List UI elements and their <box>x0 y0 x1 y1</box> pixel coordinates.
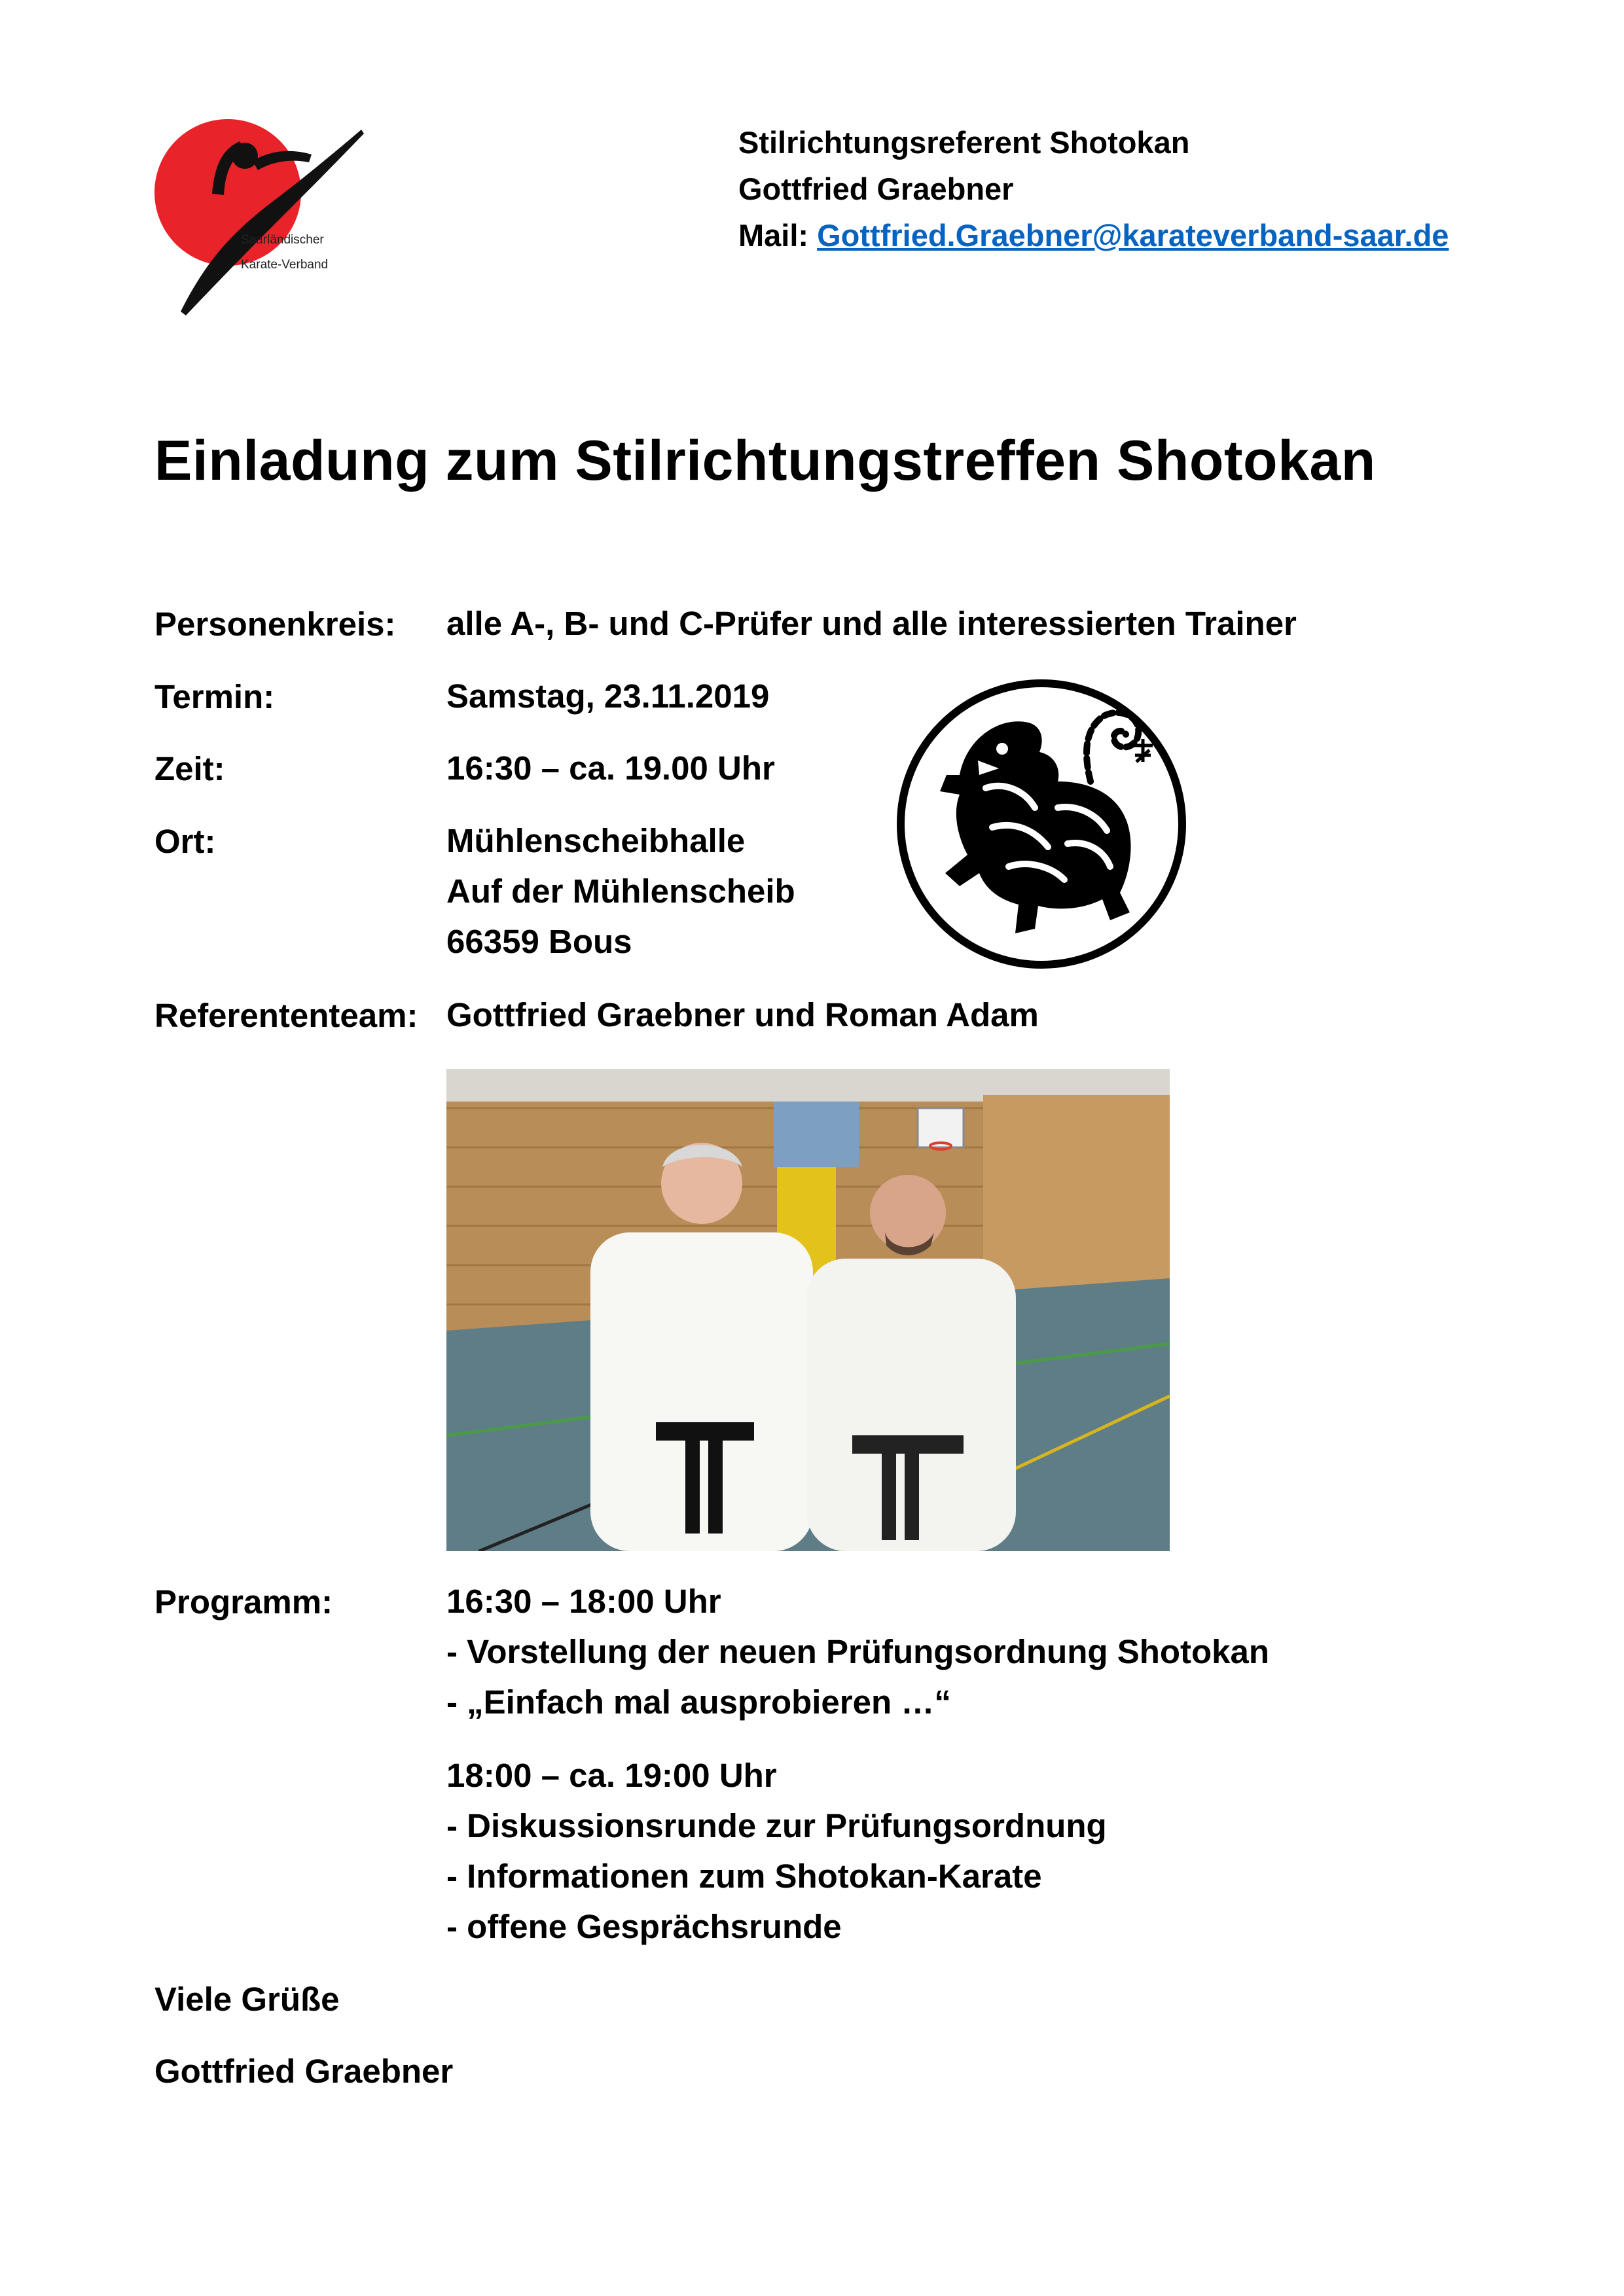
sender-name: Gottfried Graebner <box>738 171 1014 206</box>
personenkreis-value: alle A-, B- und C-Prüfer und alle interessierten Trainer <box>446 605 1297 642</box>
termin-label: Termin: <box>154 678 275 715</box>
ort-line: Mühlenscheibhalle <box>446 822 746 859</box>
programm-block-1 <box>446 1576 1269 1727</box>
sender-role: Stilrichtungsreferent Shotokan <box>738 125 1190 160</box>
zeit-label: Zeit: <box>154 750 225 787</box>
programm-block-2 <box>446 1750 1107 1952</box>
programm-item: - Vorstellung der neuen Prüfungsordnung Shotokan <box>446 1633 1270 1670</box>
ort-line: 66359 Bous <box>446 923 632 960</box>
greeting: Viele Grüße <box>154 1981 340 2018</box>
signature-name: Gottfried Graebner <box>154 2053 454 2090</box>
ort-label: Ort: <box>154 823 216 860</box>
logo-text-line1: Saarländischer <box>241 233 324 247</box>
programm-item: - offene Gesprächsrunde <box>446 1908 842 1945</box>
mail-label: Mail: <box>738 218 809 253</box>
verband-logo <box>154 115 364 315</box>
termin-value: Samstag, 23.11.2019 <box>446 677 770 715</box>
page-title: Einladung zum Stilrichtungstreffen Shotokan <box>154 429 1376 492</box>
referententeam-label: Referententeam: <box>154 997 418 1034</box>
sender-mail-line <box>738 212 1449 259</box>
zeit-value: 16:30 – ca. 19.00 Uhr <box>446 749 775 787</box>
programm-time: 16:30 – 18:00 Uhr <box>446 1583 721 1620</box>
mail-link[interactable]: Gottfried.Graebner@karateverband-saar.de <box>817 218 1449 253</box>
ort-line: Auf der Mühlenscheib <box>446 872 795 910</box>
programm-label: Programm: <box>154 1583 333 1621</box>
programm-time: 18:00 – ca. 19:00 Uhr <box>446 1757 777 1794</box>
logo-text-line2: Karate-Verband <box>241 258 329 272</box>
programm-item: - Diskussionsrunde zur Prüfungsordnung <box>446 1807 1107 1844</box>
ort-address <box>446 816 795 967</box>
shotokan-tiger-icon <box>894 677 1189 971</box>
personenkreis-label: Personenkreis: <box>154 605 396 643</box>
sender-block <box>738 119 1449 259</box>
referenten-photo <box>446 1069 1170 1551</box>
programm-item: - „Einfach mal ausprobieren …“ <box>446 1683 951 1721</box>
programm-item: - Informationen zum Shotokan-Karate <box>446 1857 1042 1895</box>
referententeam-value: Gottfried Graebner und Roman Adam <box>446 996 1039 1033</box>
